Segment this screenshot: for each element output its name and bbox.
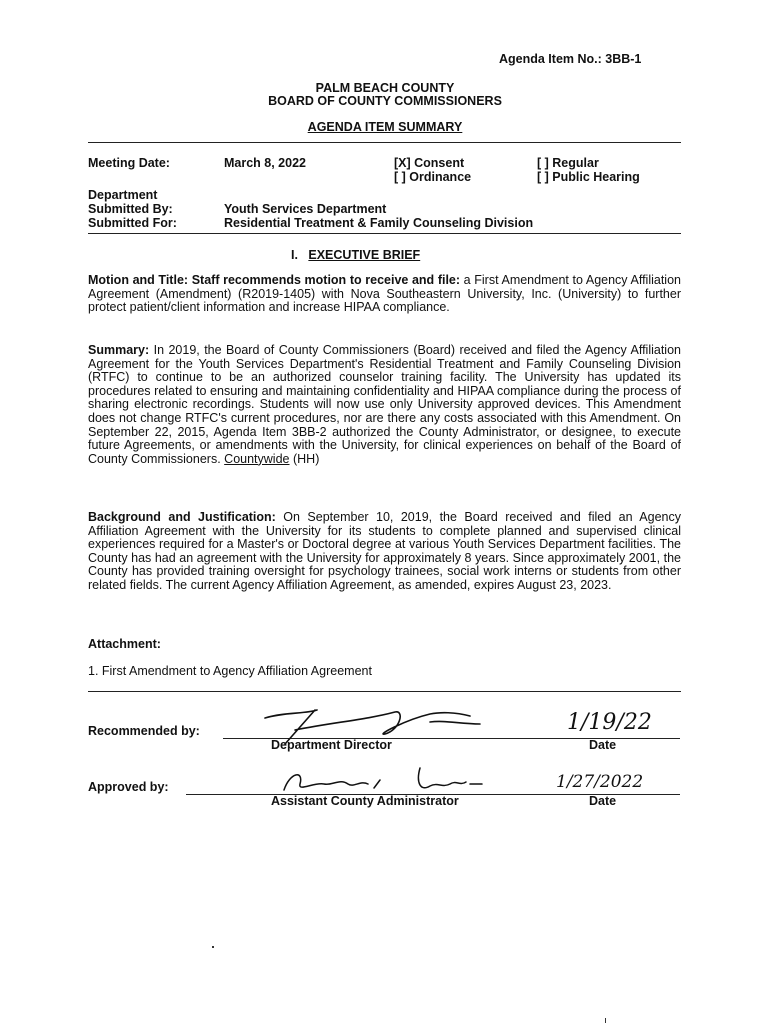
attachment-rule [88,691,681,692]
background-text: On September 10, 2019, the Board received and filed an Agency Affiliation Agreement with the University for its students to complete planned and supervised clinical experiences required for a Master's or Doctoral degree at various Youth Services Department facilities. The County has had an agreement with the University for approximately 8 years. Since approximately 2001, the County has provided training oversight for psychology trainees, social work interns or students from other related fields. The current Agency Affiliation Agreement, as amended, expires August 23, 2023. [88,510,681,592]
background-paragraph [88,511,681,593]
consent-checkbox: [X] Consent [394,156,465,170]
board-name: BOARD OF COUNTY COMMISSIONERS [268,94,502,108]
ordinance-checkbox: [ ] Ordinance [394,170,472,184]
summary-title-text: AGENDA ITEM SUMMARY [307,120,463,134]
recommended-date-handwritten: 1/19/22 [567,710,652,735]
county-name: PALM BEACH COUNTY [315,81,455,95]
department-rule [88,233,681,234]
motion-label: Motion and Title: [88,273,189,287]
approved-date-handwritten: 1/27/2022 [556,772,644,792]
submitted-for-value: Residential Treatment & Family Counseling Division [224,216,534,230]
summary-paragraph [88,344,681,466]
recommended-date-label: Date [589,738,617,752]
submitted-for-label: Submitted For: [88,216,177,230]
attachment-label: Attachment: [88,637,161,651]
header-rule [88,142,681,143]
summary-tail-text: (HH) [289,451,320,466]
submitted-by-label: Submitted By: [88,202,173,216]
meeting-date: March 8, 2022 [224,156,306,170]
regular-checkbox: [ ] Regular [537,156,599,170]
meeting-date-label: Meeting Date: [88,156,170,170]
countywide-text: Countywide [224,451,290,466]
public-hearing-checkbox: [ ] Public Hearing [537,170,640,184]
scan-speck [605,1018,606,1023]
attachment-item: 1. First Amendment to Agency Affiliation Agreement [88,664,372,678]
motion-bold-text: Staff recommends motion to receive and file: [191,273,461,287]
approved-title: Assistant County Administrator [271,794,459,808]
summary-label: Summary: [88,343,150,357]
background-label: Background and Justification: [88,510,276,524]
department-label: Department [88,188,158,202]
motion-text: a First Amendment to Agency Affiliation Agreement (Amendment) (R2019-1405) with Nova Southeastern University, Inc. (University) to further protect patient/client information and increase HIPAA compliance. [88,273,681,315]
summary-text: In 2019, the Board of County Commissioners (Board) received and filed the Agency Affiliation Agreement for the Youth Services Department's Residential Treatment and Family Counseling Division (RTFC) to continue to be an authorized counselor training facility. The University has updated its procedures related to ensuring and maintaining confidentiality and HIPAA compliance during the process of sharing electronic recordings. Students will now use only University approved devices. This Amendment does not change RTFC's current procedures, nor are there any costs associated with this Amendment. On September 22, 2015, Agenda Item 3BB-2 authorized the County Administrator, or designee, to execute future Agreements, or amendments with the University, for clinical experiences on behalf of the Board of County Commissioners. [88,343,681,466]
agenda-item-number: Agenda Item No.: 3BB-1 [499,52,642,66]
approved-by-label: Approved by: [88,780,169,794]
summary-title [0,120,770,134]
administrator-signature-icon [270,762,510,798]
executive-brief-heading [291,248,420,262]
scan-speck [212,946,214,948]
recommended-title: Department Director [271,738,392,752]
executive-brief-number: I. [291,248,298,262]
submitted-by-value: Youth Services Department [224,202,387,216]
recommended-by-label: Recommended by: [88,724,200,738]
motion-paragraph [88,274,681,315]
executive-brief-title: EXECUTIVE BRIEF [308,248,421,262]
approved-date-label: Date [589,794,617,808]
